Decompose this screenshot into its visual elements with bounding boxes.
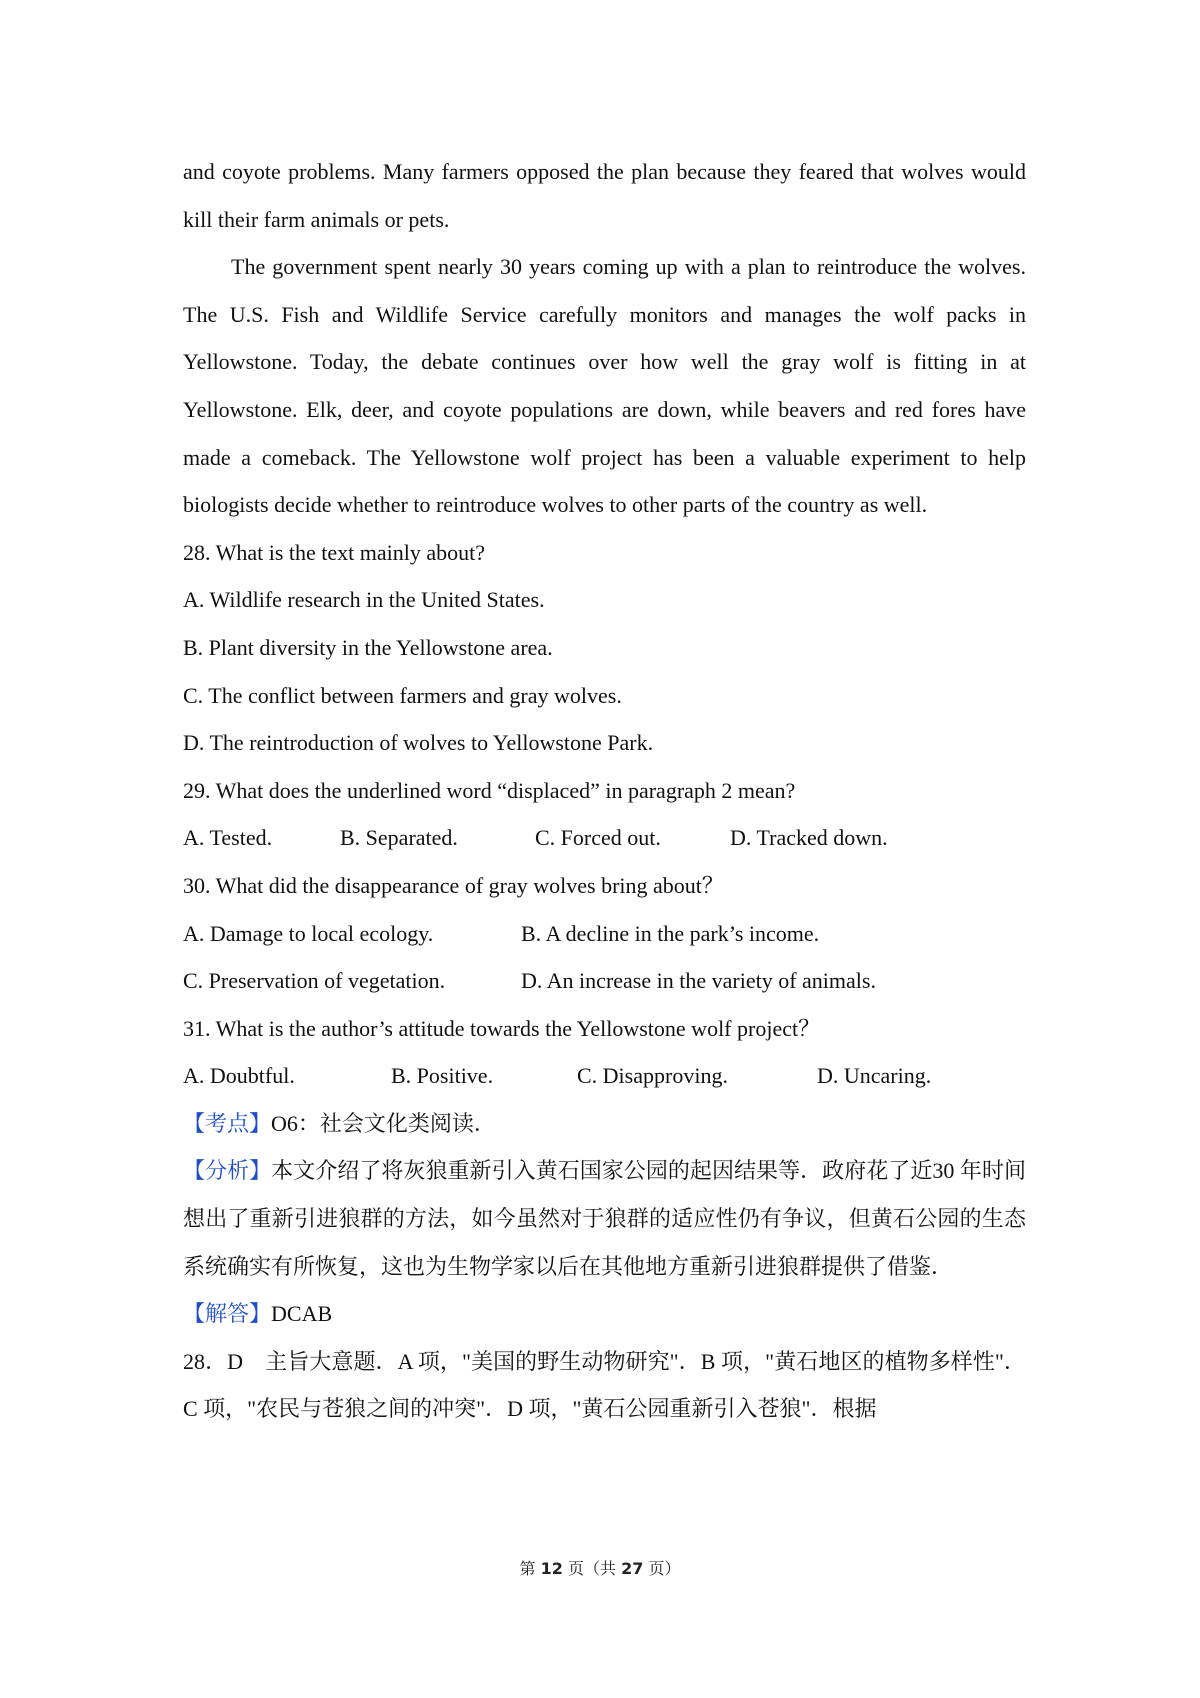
question-31-options bbox=[183, 1052, 1026, 1100]
question-30-option-a: A. Damage to local ecology. bbox=[183, 920, 434, 946]
question-31-option-d: D. Uncaring. bbox=[817, 1063, 932, 1089]
question-29-option-a: A. Tested. bbox=[183, 825, 273, 851]
question-30-option-d: D. An increase in the variety of animals. bbox=[521, 968, 876, 994]
question-31-option-a: A. Doubtful. bbox=[183, 1063, 295, 1089]
jieda-label: 【解答】 bbox=[183, 1301, 272, 1327]
question-29-option-c: C. Forced out. bbox=[535, 825, 661, 851]
fenxi-paragraph bbox=[183, 1147, 1026, 1290]
question-31-option-c: C. Disapproving. bbox=[577, 1063, 728, 1089]
footer-page-number: 12 bbox=[540, 1559, 563, 1578]
question-28-option-b: B. Plant diversity in the Yellowstone area. bbox=[183, 634, 553, 660]
question-29-option-b: B. Separated. bbox=[340, 825, 458, 851]
question-28-option-a: A. Wildlife research in the United States. bbox=[183, 587, 545, 613]
question-28-option-c: C. The conflict between farmers and gray wolves. bbox=[183, 682, 622, 708]
footer-total-pages: 27 bbox=[621, 1559, 644, 1578]
kaodian-line bbox=[183, 1100, 1026, 1148]
question-28-stem: 28. What is the text mainly about? bbox=[183, 539, 486, 565]
question-30-option-c: C. Preservation of vegetation. bbox=[183, 968, 446, 994]
fenxi-text: 本文介绍了将灰狼重新引入黄石国家公园的起因结果等．政府花了近30 年时间想出了重新引进狼群的方法，如今虽然对于狼群的适应性仍有争议，但黄石公园的生态系统确实有所恢复，这也为生物学家以后在其他地方重新引进狼群提供了借鉴． bbox=[183, 1158, 1026, 1279]
document-body bbox=[183, 148, 1026, 1433]
page-footer bbox=[0, 1556, 1200, 1579]
question-31-option-b: B. Positive. bbox=[391, 1063, 494, 1089]
question-31-stem: 31. What is the author’s attitude towards the Yellowstone wolf project？ bbox=[183, 1015, 821, 1041]
question-30-option-b: B. A decline in the park’s income. bbox=[521, 920, 820, 946]
footer-mid: 页（共 bbox=[567, 1559, 616, 1578]
question-29-option-d: D. Tracked down. bbox=[730, 825, 888, 851]
question-30-options-row-2 bbox=[183, 957, 1026, 1005]
question-30-stem: 30. What did the disappearance of gray wolves bring about？ bbox=[183, 872, 724, 898]
question-30-options-row-1 bbox=[183, 910, 1026, 958]
fenxi-label: 【分析】 bbox=[183, 1158, 272, 1184]
question-29-options bbox=[183, 814, 1026, 862]
footer-prefix: 第 bbox=[519, 1559, 536, 1578]
paragraph-2: The government spent nearly 30 years coming up with a plan to reintroduce the wolves. The U.S. Fish and Wildlife Service carefully monitors and manages the wolf packs in Yellowstone. Today, the debate continues over how well the gray wolf is fitting in at Yellowstone. Elk, deer, and coyote populations are down, while beavers and red fores have made a comeback. The Yellowstone wolf project has been a valuable experiment to help biologists decide whether to reintroduce wolves to other parts of the country as well. bbox=[183, 254, 1026, 518]
kaodian-label: 【考点】 bbox=[183, 1110, 272, 1136]
jieda-text: DCAB bbox=[271, 1301, 333, 1327]
question-29-stem: 29. What does the underlined word “displaced” in paragraph 2 mean? bbox=[183, 777, 796, 803]
q28-explanation: 28．D 主旨大意题．A 项，"美国的野生动物研究"．B 项，"黄石地区的植物多样性"．C 项，"农民与苍狼之间的冲突"．D 项，"黄石公园重新引入苍狼"．根据 bbox=[183, 1348, 1026, 1422]
paragraph-1-end: and coyote problems. Many farmers opposed the plan because they feared that wolves would kill their farm animals or pets. bbox=[183, 159, 1026, 232]
question-28-option-d: D. The reintroduction of wolves to Yellowstone Park. bbox=[183, 730, 654, 756]
kaodian-text: O6：社会文化类阅读． bbox=[271, 1110, 496, 1136]
footer-suffix: 页） bbox=[648, 1559, 681, 1578]
jieda-line bbox=[183, 1290, 1026, 1338]
